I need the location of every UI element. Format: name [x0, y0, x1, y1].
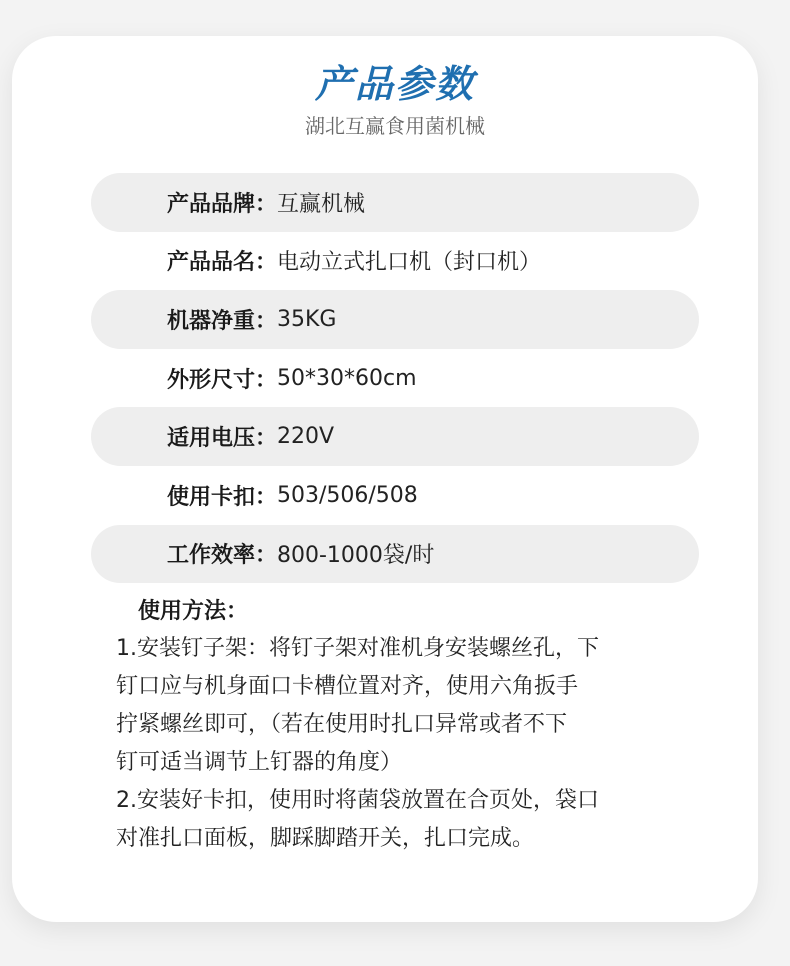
- spec-list: [91, 173, 699, 583]
- usage-instructions: [116, 630, 696, 858]
- usage-line: 对准扎口面板，脚踩脚踏开关，扎口完成。: [116, 826, 535, 851]
- spec-label: 适用电压：: [166, 426, 277, 452]
- spec-label: 产品品名：: [166, 250, 277, 276]
- spec-label: 工作效率：: [166, 543, 277, 569]
- spec-value: 50*30*60cm: [277, 365, 417, 391]
- spec-row-net-weight: [91, 290, 699, 349]
- usage-line: 拧紧螺丝即可，（若在使用时扎口异常或者不下: [116, 712, 568, 737]
- spec-label: 外形尺寸：: [166, 367, 277, 393]
- spec-value: 互赢机械: [277, 191, 366, 217]
- usage-line: 1.安装钉子架：将钉子架对准机身安装螺丝孔，下: [116, 636, 599, 661]
- usage-heading: 使用方法：: [138, 599, 249, 624]
- usage-line: 2.安装好卡扣，使用时将菌袋放置在合页处，袋口: [116, 788, 599, 813]
- spec-row-dimensions: [91, 349, 699, 408]
- spec-value: 220V: [277, 424, 335, 450]
- spec-row-product-name: [91, 232, 699, 291]
- spec-row-efficiency: [91, 525, 699, 584]
- spec-row-clips: [91, 466, 699, 525]
- page-subtitle: 湖北互赢食用菌机械: [305, 114, 485, 138]
- spec-value: 800-1000袋/时: [277, 543, 435, 569]
- spec-value: 电动立式扎口机（封口机）: [277, 250, 542, 276]
- spec-row-brand: [91, 173, 699, 232]
- spec-row-voltage: [91, 407, 699, 466]
- page-title: 产品参数: [314, 62, 475, 106]
- spec-label: 产品品牌：: [166, 191, 277, 217]
- spec-label: 机器净重：: [166, 308, 277, 334]
- usage-line: 钉可适当调节上钉器的角度）: [116, 750, 403, 775]
- usage-line: 钉口应与机身面口卡槽位置对齐，使用六角扳手: [116, 674, 579, 699]
- spec-value: 35KG: [277, 306, 337, 332]
- spec-label: 使用卡扣：: [166, 484, 277, 510]
- spec-value: 503/506/508: [277, 482, 418, 508]
